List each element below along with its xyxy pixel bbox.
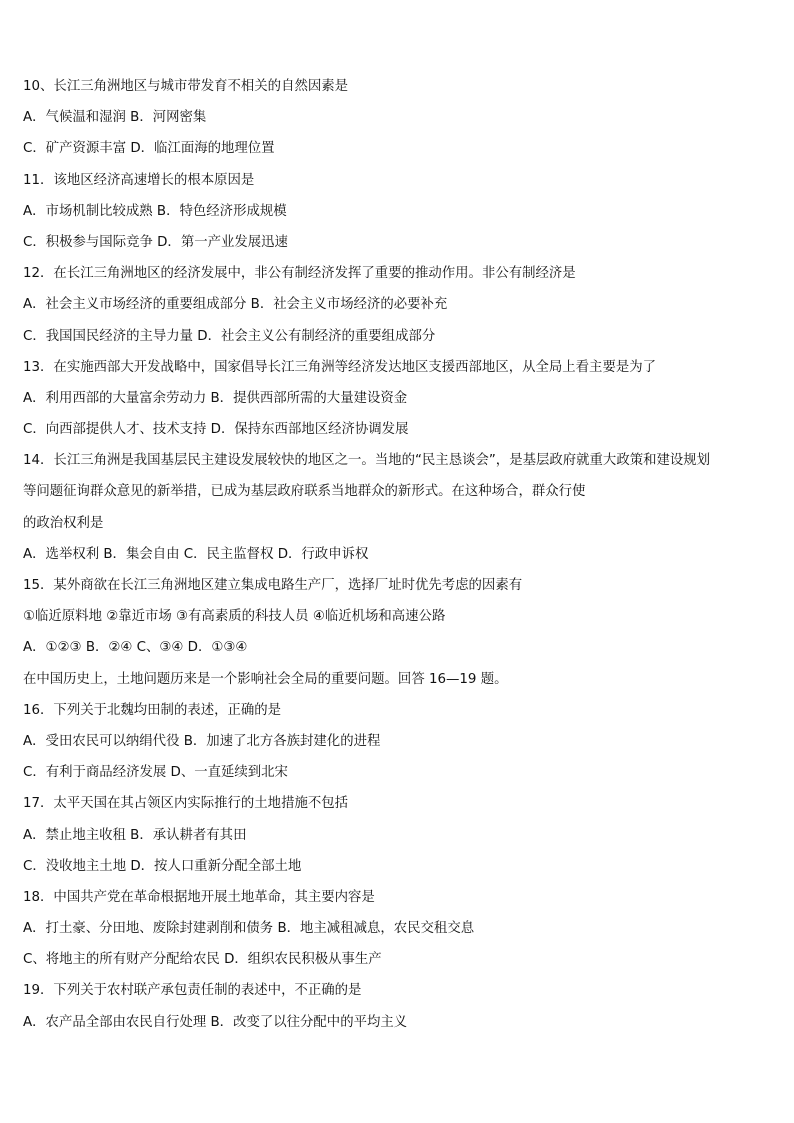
question-15-factors: ①临近原料地 ②靠近市场 ③有高素质的科技人员 ④临近机场和高速公路 — [23, 609, 446, 625]
question-16-options-cd: C．有利于商品经济发展 D、一直延续到北宋 — [23, 765, 288, 781]
question-13-options-cd: C．向西部提供人才、技术支持 D．保持东西部地区经济协调发展 — [23, 422, 409, 438]
question-15-options: A．①②③ B．②④ C、③④ D．①③④ — [23, 640, 248, 656]
question-11-options-cd: C．积极参与国际竞争 D．第一产业发展迅速 — [23, 234, 288, 250]
question-10-options-cd: C．矿产资源丰富 D．临江面海的地理位置 — [23, 141, 275, 157]
document-page — [23, 77, 773, 1044]
section-intro-16-19: 在中国历史上，土地问题历来是一个影响社会全局的重要问题。回答 16—19 题。 — [23, 671, 508, 687]
question-14-stem-line-3: 的政治权利是 — [23, 515, 104, 531]
question-18-options-cd: C、将地主的所有财产分配给农民 D．组织农民积极从事生产 — [23, 952, 382, 968]
question-17-options-ab: A．禁止地主收租 B．承认耕者有其田 — [23, 827, 247, 843]
question-12-options-cd: C．我国国民经济的主导力量 D．社会主义公有制经济的重要组成部分 — [23, 328, 436, 344]
question-10-options-ab: A．气候温和湿润 B．河网密集 — [23, 110, 207, 126]
question-18-options-ab: A．打土豪、分田地、废除封建剥削和债务 B．地主减租减息，农民交租交息 — [23, 921, 475, 937]
question-15-stem: 15．某外商欲在长江三角洲地区建立集成电路生产厂，选择厂址时优先考虑的因素有 — [23, 578, 523, 593]
question-11-options-ab: A．市场机制比较成熟 B．特色经济形成规模 — [23, 203, 287, 219]
question-18-stem: 18．中国共产党在革命根据地开展土地革命，其主要内容是 — [23, 889, 375, 905]
question-17-options-cd: C．没收地主土地 D．按人口重新分配全部土地 — [23, 858, 302, 874]
question-19-stem: 19．下列关于农村联产承包责任制的表述中，不正确的是 — [23, 983, 362, 999]
question-14-options: A．选举权利 B．集会自由 C．民主监督权 D．行政申诉权 — [23, 546, 369, 562]
question-10-stem: 10、长江三角洲地区与城市带发育不相关的自然因素是 — [23, 79, 349, 94]
question-12-options-ab: A．社会主义市场经济的重要组成部分 B．社会主义市场经济的必要补充 — [23, 297, 448, 313]
question-12-stem: 12．在长江三角洲地区的经济发展中，非公有制经济发挥了重要的推动作用。非公有制经济是 — [23, 266, 576, 282]
question-14-stem-line-1: 14．长江三角洲是我国基层民主建设发展较快的地区之一。当地的“民主恳谈会”，是基层政府就重大政策和建设规划 — [23, 453, 711, 469]
question-14-stem-line-2: 等问题征询群众意见的新举措，已成为基层政府联系当地群众的新形式。在这种场合，群众行使 — [23, 484, 586, 500]
question-13-options-ab: A．利用西部的大量富余劳动力 B．提供西部所需的大量建设资金 — [23, 390, 408, 406]
question-17-stem: 17．太平天国在其占领区内实际推行的土地措施不包括 — [23, 796, 349, 812]
question-16-stem: 16．下列关于北魏均田制的表述，正确的是 — [23, 702, 282, 718]
question-11-stem: 11．该地区经济高速增长的根本原因是 — [23, 172, 255, 188]
question-19-options-ab: A．农产品全部由农民自行处理 B．改变了以往分配中的平均主义 — [23, 1014, 408, 1030]
question-13-stem: 13．在实施西部大开发战略中，国家倡导长江三角洲等经济发达地区支援西部地区，从全局上看主要是为了 — [23, 359, 657, 375]
question-16-options-ab: A．受田农民可以纳绢代役 B．加速了北方各族封建化的进程 — [23, 733, 381, 749]
